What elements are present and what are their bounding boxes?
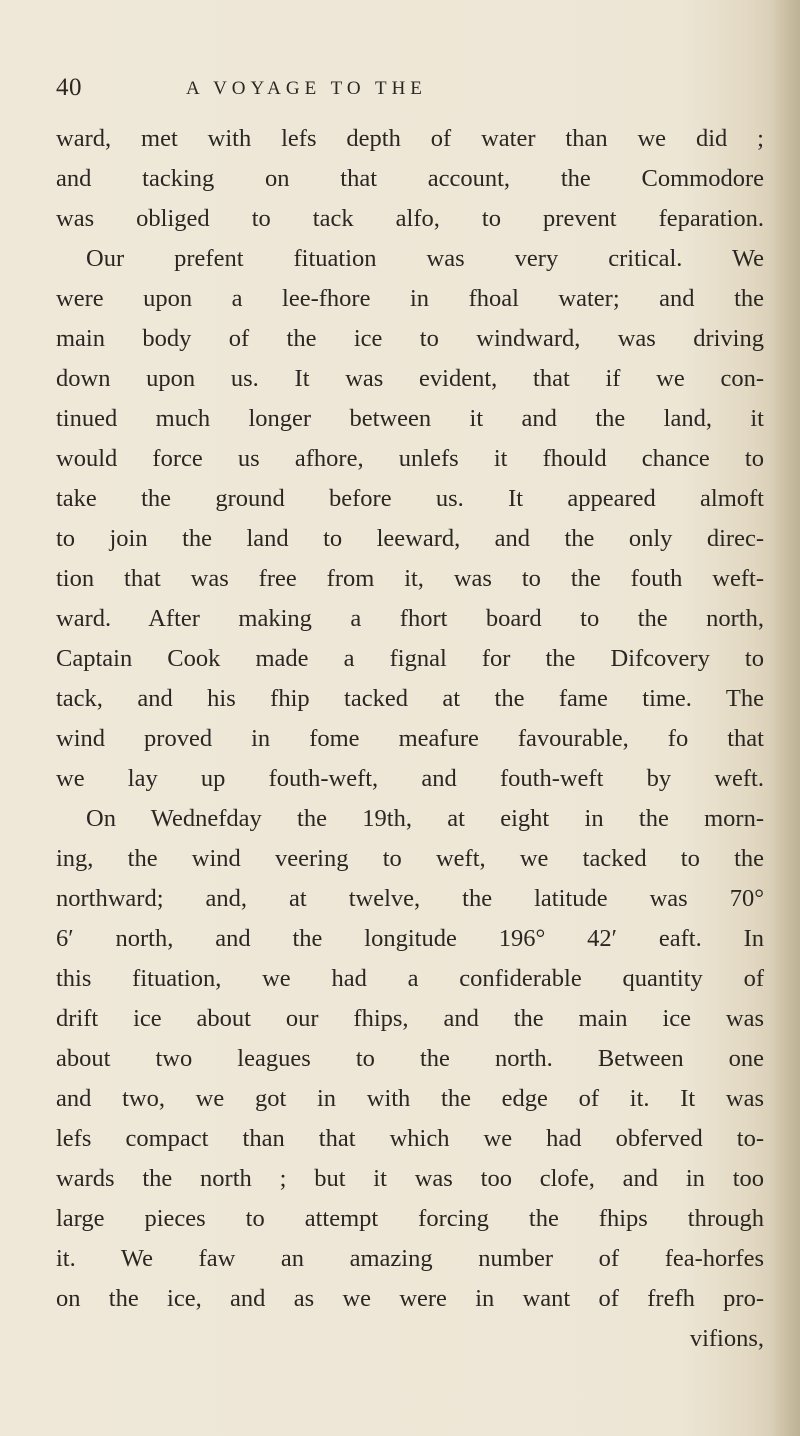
text-line: ward. After making a fhort board to the north, bbox=[56, 605, 764, 632]
body-text bbox=[56, 121, 764, 1411]
text-line: On Wednefday the 19th, at eight in the morn- bbox=[86, 805, 764, 832]
text-line: take the ground before us. It appeared almoft bbox=[56, 485, 764, 512]
text-line: was obliged to tack alfo, to prevent feparation. bbox=[56, 205, 764, 232]
text-line: on the ice, and as we were in want of frefh pro- bbox=[56, 1285, 764, 1312]
catchword: vifions, bbox=[689, 1325, 764, 1352]
text-line: this fituation, we had a confiderable quantity of bbox=[56, 965, 764, 992]
running-head: A VOYAGE TO THE bbox=[186, 78, 427, 99]
text-line: drift ice about our fhips, and the main ice was bbox=[56, 1005, 764, 1032]
text-line: and two, we got in with the edge of it. It was bbox=[56, 1085, 764, 1112]
text-line: large pieces to attempt forcing the fhips through bbox=[56, 1205, 764, 1232]
text-line: tion that was free from it, was to the fouth weft- bbox=[56, 565, 764, 592]
page-edge-shadow bbox=[772, 0, 800, 1436]
text-line: tinued much longer between it and the land, it bbox=[56, 405, 764, 432]
page-number: 40 bbox=[56, 74, 82, 101]
text-line: it. We faw an amazing number of fea-horfes bbox=[56, 1245, 764, 1272]
text-line: northward; and, at twelve, the latitude was 70° bbox=[56, 885, 764, 912]
text-line: wind proved in fome meafure favourable, fo that bbox=[56, 725, 764, 752]
text-line: would force us afhore, unlefs it fhould chance to bbox=[56, 445, 764, 472]
text-line: ing, the wind veering to weft, we tacked to the bbox=[56, 845, 764, 872]
text-line: 6′ north, and the longitude 196° 42′ eaft. In bbox=[56, 925, 764, 952]
page-header bbox=[56, 74, 756, 108]
text-line: down upon us. It was evident, that if we con- bbox=[56, 365, 764, 392]
text-line: and tacking on that account, the Commodore bbox=[56, 165, 764, 192]
text-line: Captain Cook made a fignal for the Difcovery to bbox=[56, 645, 764, 672]
text-line: main body of the ice to windward, was driving bbox=[56, 325, 764, 352]
text-line: Our prefent fituation was very critical. We bbox=[86, 245, 764, 272]
text-line: ward, met with lefs depth of water than we did ; bbox=[56, 125, 764, 152]
text-line: lefs compact than that which we had obferved to- bbox=[56, 1125, 764, 1152]
text-line: to join the land to leeward, and the only direc- bbox=[56, 525, 764, 552]
text-line: about two leagues to the north. Between one bbox=[56, 1045, 764, 1072]
text-line: were upon a lee-fhore in fhoal water; and the bbox=[56, 285, 764, 312]
text-line: we lay up fouth-weft, and fouth-weft by weft. bbox=[56, 765, 764, 792]
text-line: wards the north ; but it was too clofe, and in too bbox=[56, 1165, 764, 1192]
text-line: tack, and his fhip tacked at the fame time. The bbox=[56, 685, 764, 712]
